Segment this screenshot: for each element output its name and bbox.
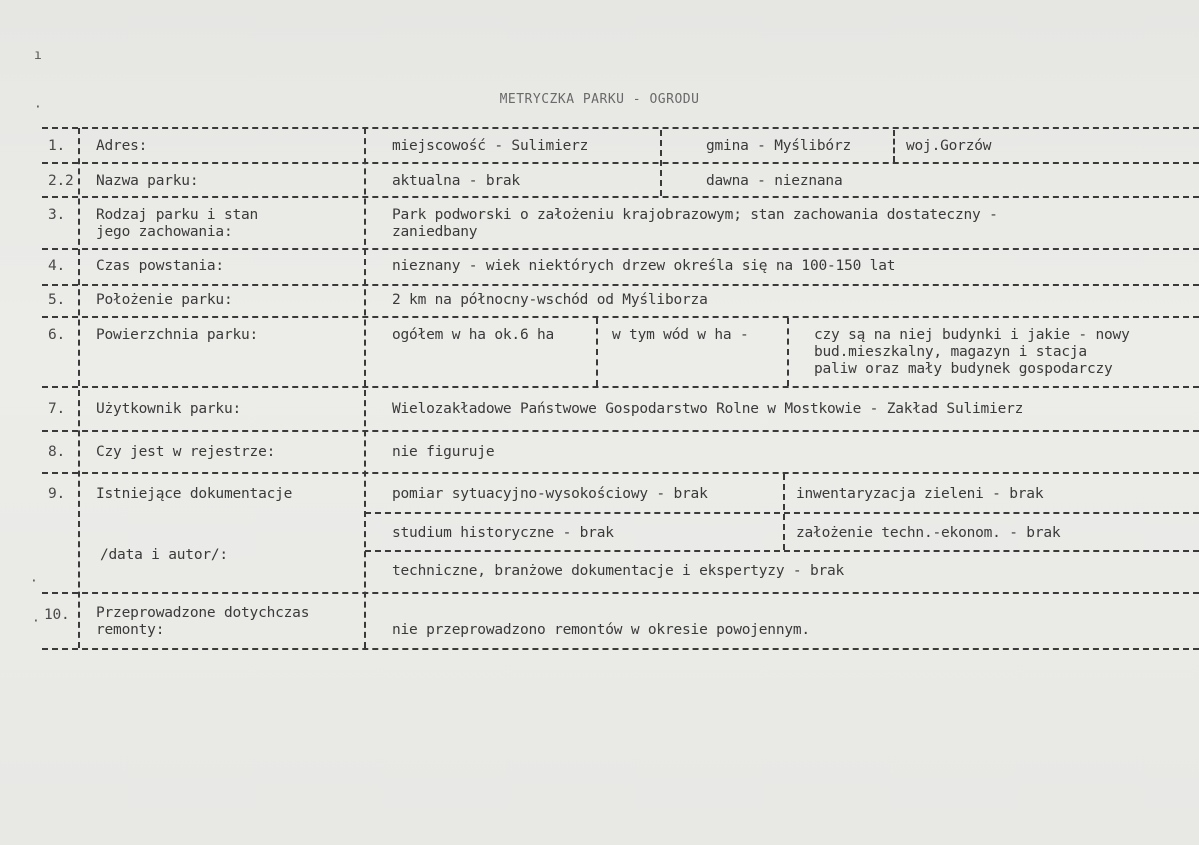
- field-value: nieznany - wiek niektórych drzew określa się na 100-150 lat: [392, 258, 896, 274]
- row-number: 1.: [48, 138, 66, 154]
- field-label: Powierzchnia parku:: [96, 327, 259, 343]
- rule: [42, 316, 1199, 318]
- field-label: Nazwa parku:: [96, 173, 199, 189]
- rule: [42, 162, 1199, 164]
- row-number: 9.: [48, 486, 66, 502]
- row-number: 3.: [48, 207, 66, 223]
- row-number: 5.: [48, 292, 66, 308]
- row-number: 2.2: [48, 173, 74, 189]
- field-label: Rodzaj parku i stan: [96, 207, 259, 223]
- field-value: czy są na niej budynki i jakie - nowy: [814, 327, 1130, 343]
- field-value: 2 km na północny-wschód od Myśliborza: [392, 292, 708, 308]
- field-value: pomiar sytuacyjno-wysokościowy - brak: [392, 486, 708, 502]
- rule: [78, 128, 80, 648]
- field-label: jego zachowania:: [96, 224, 233, 240]
- rule: [42, 127, 1199, 129]
- row-number: 10.: [44, 607, 70, 623]
- rule: [596, 318, 598, 386]
- document-title: METRYCZKA PARKU - OGRODU: [499, 92, 700, 107]
- rule: [783, 474, 785, 550]
- margin-speck: ·: [30, 574, 38, 589]
- field-label: Czy jest w rejestrze:: [96, 444, 276, 460]
- rule: [42, 430, 1199, 432]
- field-label: Czas powstania:: [96, 258, 224, 274]
- field-value: Wielozakładowe Państwowe Gospodarstwo Rolne w Mostkowie - Zakład Sulimierz: [392, 401, 1024, 417]
- field-value: inwentaryzacja zieleni - brak: [796, 486, 1044, 502]
- margin-speck: ı: [34, 48, 42, 63]
- row-number: 7.: [48, 401, 66, 417]
- rule: [893, 130, 895, 162]
- field-label: Adres:: [96, 138, 148, 154]
- rule: [42, 248, 1199, 250]
- field-value: gmina - Myślibórz: [706, 138, 852, 154]
- field-value: dawna - nieznana: [706, 173, 843, 189]
- field-value: zaniedbany: [392, 224, 478, 240]
- row-number: 4.: [48, 258, 66, 274]
- field-value: paliw oraz mały budynek gospodarczy: [814, 361, 1113, 377]
- row-number: 8.: [48, 444, 66, 460]
- field-label: Położenie parku:: [96, 292, 233, 308]
- rule: [42, 592, 1199, 594]
- field-value: nie figuruje: [392, 444, 495, 460]
- rule: [660, 130, 662, 196]
- rule: [42, 472, 1199, 474]
- field-value: Park podworski o założeniu krajobrazowym; stan zachowania dostateczny -: [392, 207, 998, 223]
- field-value: bud.mieszkalny, magazyn i stacja: [814, 344, 1087, 360]
- field-label: Użytkownik parku:: [96, 401, 242, 417]
- field-label: remonty:: [96, 622, 165, 638]
- margin-speck: ·: [32, 614, 40, 629]
- field-value: aktualna - brak: [392, 173, 520, 189]
- row-number: 6.: [48, 327, 66, 343]
- rule: [42, 648, 1199, 650]
- field-value: nie przeprowadzono remontów w okresie powojennym.: [392, 622, 810, 638]
- rule: [364, 128, 366, 648]
- field-value: w tym wód w ha -: [612, 327, 749, 343]
- field-value: woj.Gorzów: [906, 138, 992, 154]
- rule: [787, 318, 789, 386]
- rule: [365, 550, 1199, 552]
- field-label: Przeprowadzone dotychczas: [96, 605, 310, 621]
- field-value: techniczne, branżowe dokumentacje i ekspertyzy - brak: [392, 563, 845, 579]
- field-value: studium historyczne - brak: [392, 525, 614, 541]
- rule: [42, 196, 1199, 198]
- rule: [42, 284, 1199, 286]
- field-label: /data i autor/:: [100, 547, 228, 563]
- rule: [365, 512, 1199, 514]
- field-label: Istniejące dokumentacje: [96, 486, 293, 502]
- field-value: ogółem w ha ok.6 ha: [392, 327, 555, 343]
- rule: [42, 386, 1199, 388]
- margin-speck: ·: [34, 100, 42, 115]
- field-value: miejscowość - Sulimierz: [392, 138, 589, 154]
- field-value: założenie techn.-ekonom. - brak: [796, 525, 1061, 541]
